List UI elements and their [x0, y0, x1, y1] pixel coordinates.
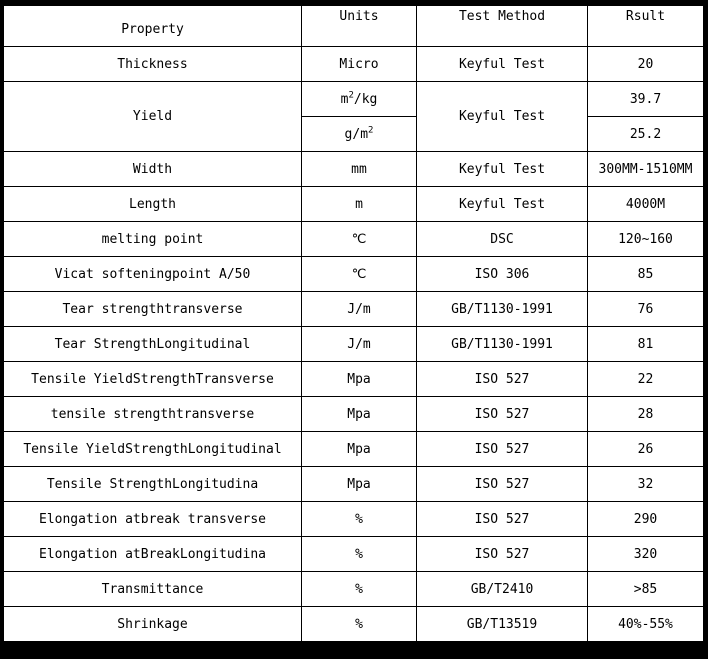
units-cell: %: [302, 607, 417, 642]
units-cell: %: [302, 537, 417, 572]
table-row: [4, 397, 704, 432]
result-cell: 85: [588, 257, 704, 292]
table-row: [4, 327, 704, 362]
table-row: [4, 292, 704, 327]
units-cell: J/m: [302, 292, 417, 327]
table-row: [4, 537, 704, 572]
units-cell: %: [302, 572, 417, 607]
units-cell: Mpa: [302, 397, 417, 432]
result-cell: >85: [588, 572, 704, 607]
property-cell: Tensile YieldStrengthTransverse: [4, 362, 302, 397]
result-cell: 40%-55%: [588, 607, 704, 642]
method-cell: ISO 527: [417, 397, 588, 432]
table-row: [4, 257, 704, 292]
property-cell: tensile strengthtransverse: [4, 397, 302, 432]
method-cell: ISO 306: [417, 257, 588, 292]
units-cell: Mpa: [302, 432, 417, 467]
property-cell: Tear StrengthLongitudinal: [4, 327, 302, 362]
result-cell: 20: [588, 47, 704, 82]
property-cell: Length: [4, 187, 302, 222]
method-cell: ISO 527: [417, 362, 588, 397]
method-cell: ISO 527: [417, 502, 588, 537]
result-cell: 300MM-1510MM: [588, 152, 704, 187]
table-row: [4, 572, 704, 607]
unit-base: m: [340, 91, 349, 107]
result-cell: 4000M: [588, 187, 704, 222]
property-cell: Elongation atBreakLongitudina: [4, 537, 302, 572]
method-cell: ISO 527: [417, 537, 588, 572]
property-cell: melting point: [4, 222, 302, 257]
table-row: [4, 362, 704, 397]
method-cell: Keyful Test: [417, 82, 588, 152]
units-cell: [302, 82, 417, 117]
units-cell: ℃: [302, 222, 417, 257]
method-cell: GB/T2410: [417, 572, 588, 607]
units-cell: ℃: [302, 257, 417, 292]
table-row: [4, 607, 704, 642]
property-cell: Vicat softeningpoint A/50: [4, 257, 302, 292]
method-cell: GB/T13519: [417, 607, 588, 642]
units-cell: %: [302, 502, 417, 537]
unit-superscript: 2: [368, 125, 374, 136]
table-row: [4, 467, 704, 502]
result-cell: 22: [588, 362, 704, 397]
header-row: [4, 6, 704, 47]
unit-rest: /kg: [353, 91, 378, 107]
result-cell: 290: [588, 502, 704, 537]
method-cell: DSC: [417, 222, 588, 257]
result-cell: 76: [588, 292, 704, 327]
property-cell: Tensile StrengthLongitudina: [4, 467, 302, 502]
result-cell: 26: [588, 432, 704, 467]
method-cell: Keyful Test: [417, 47, 588, 82]
units-cell: Mpa: [302, 467, 417, 502]
method-cell: Keyful Test: [417, 152, 588, 187]
result-cell: 25.2: [588, 117, 704, 152]
result-cell: 28: [588, 397, 704, 432]
table-row: [4, 187, 704, 222]
property-cell: Elongation atbreak transverse: [4, 502, 302, 537]
method-cell: Keyful Test: [417, 187, 588, 222]
header-test-method: Test Method: [417, 6, 588, 47]
table-row: [4, 222, 704, 257]
result-cell: 81: [588, 327, 704, 362]
header-property: Property: [4, 6, 302, 47]
units-cell: mm: [302, 152, 417, 187]
units-cell: m: [302, 187, 417, 222]
table-row: [4, 502, 704, 537]
property-cell: Transmittance: [4, 572, 302, 607]
table-row: [4, 82, 704, 117]
method-cell: GB/T1130-1991: [417, 327, 588, 362]
property-cell: Tear strengthtransverse: [4, 292, 302, 327]
table-row: [4, 432, 704, 467]
method-cell: GB/T1130-1991: [417, 292, 588, 327]
units-cell: Mpa: [302, 362, 417, 397]
result-cell: 39.7: [588, 82, 704, 117]
property-cell: Thickness: [4, 47, 302, 82]
units-cell: Micro: [302, 47, 417, 82]
method-cell: ISO 527: [417, 432, 588, 467]
property-cell: Width: [4, 152, 302, 187]
header-result: Rsult: [588, 6, 704, 47]
result-cell: 320: [588, 537, 704, 572]
unit-superscript: 2: [348, 90, 354, 101]
properties-table: [3, 5, 704, 642]
result-cell: 120~160: [588, 222, 704, 257]
table-row: [4, 47, 704, 82]
unit-base: g/m: [344, 126, 369, 142]
table-row: [4, 152, 704, 187]
property-cell: Tensile YieldStrengthLongitudinal: [4, 432, 302, 467]
property-cell: Shrinkage: [4, 607, 302, 642]
method-cell: ISO 527: [417, 467, 588, 502]
result-cell: 32: [588, 467, 704, 502]
header-units: Units: [302, 6, 417, 47]
units-cell: J/m: [302, 327, 417, 362]
property-cell: Yield: [4, 82, 302, 152]
units-cell: [302, 117, 417, 152]
